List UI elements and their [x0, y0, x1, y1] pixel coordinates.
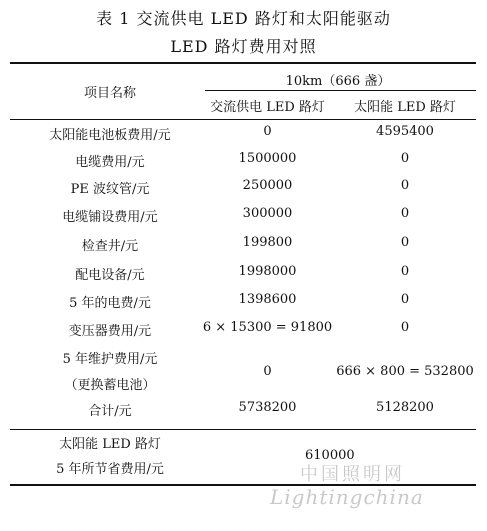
header-col-ac: 交流供电 LED 路灯: [210, 100, 325, 115]
savings-label-line1: 太阳能 LED 路灯: [59, 437, 161, 452]
row-solar-value: 0: [400, 235, 410, 250]
table-title-line2: LED 路灯费用对照: [170, 37, 317, 56]
row-item-name: 变压器费用/元: [68, 324, 152, 339]
row-item-name: 太阳能电池板费用/元: [49, 128, 171, 143]
total-rule: [10, 429, 476, 430]
watermark-cn: 中国照明网: [300, 464, 405, 485]
row-ac-value: 1398600: [238, 292, 297, 307]
row-solar-value: 0: [400, 292, 410, 307]
row-solar-value: 0: [400, 206, 410, 221]
row-ac-value: 6 × 15300 = 91800: [202, 320, 333, 335]
row-item-name-note: （更换蓄电池）: [64, 378, 156, 393]
row-item-name: 电缆铺设费用/元: [62, 210, 158, 225]
row-solar-value: 4595400: [376, 124, 434, 139]
row-ac-value: 300000: [242, 206, 293, 221]
savings-value: 610000: [305, 448, 355, 463]
table-title-line1: 表 1 交流供电 LED 路灯和太阳能驱动: [96, 9, 391, 28]
row-item-name: 电缆费用/元: [75, 155, 145, 170]
header-col-solar: 太阳能 LED 路灯: [354, 100, 456, 115]
row-item-name: 合计/元: [88, 404, 132, 419]
header-bottom-rule: [10, 119, 476, 120]
row-item-name: 5 年维护费用/元: [62, 352, 158, 367]
row-solar-value: 0: [400, 264, 410, 279]
row-ac-value: 0: [263, 124, 272, 139]
savings-label-line2: 5 年所节省费用/元: [56, 462, 164, 477]
watermark-en: Lightingchina: [270, 485, 424, 509]
row-ac-value: 1998000: [238, 264, 297, 279]
row-solar-value: 666 × 800 = 532800: [336, 364, 474, 379]
row-solar-value: 5128200: [376, 400, 434, 415]
row-item-name: 5 年的电费/元: [69, 296, 151, 311]
row-solar-value: 0: [400, 178, 410, 193]
row-solar-value: 0: [400, 151, 410, 166]
header-group: 10km（666 盏）: [285, 74, 391, 89]
row-ac-value: 5738200: [238, 400, 297, 415]
row-ac-value: 250000: [242, 178, 293, 193]
row-ac-value: 1500000: [238, 151, 297, 166]
row-item-name: PE 波纹管/元: [70, 182, 150, 197]
row-solar-value: 0: [400, 320, 410, 335]
top-rule: [10, 62, 476, 64]
row-ac-value: 0: [263, 364, 272, 379]
row-item-name: 检查井/元: [81, 239, 139, 254]
row-ac-value: 199800: [242, 235, 293, 250]
header-group-rule: [205, 90, 476, 91]
header-item-name: 项目名称: [83, 86, 136, 101]
row-item-name: 配电设备/元: [75, 268, 145, 283]
